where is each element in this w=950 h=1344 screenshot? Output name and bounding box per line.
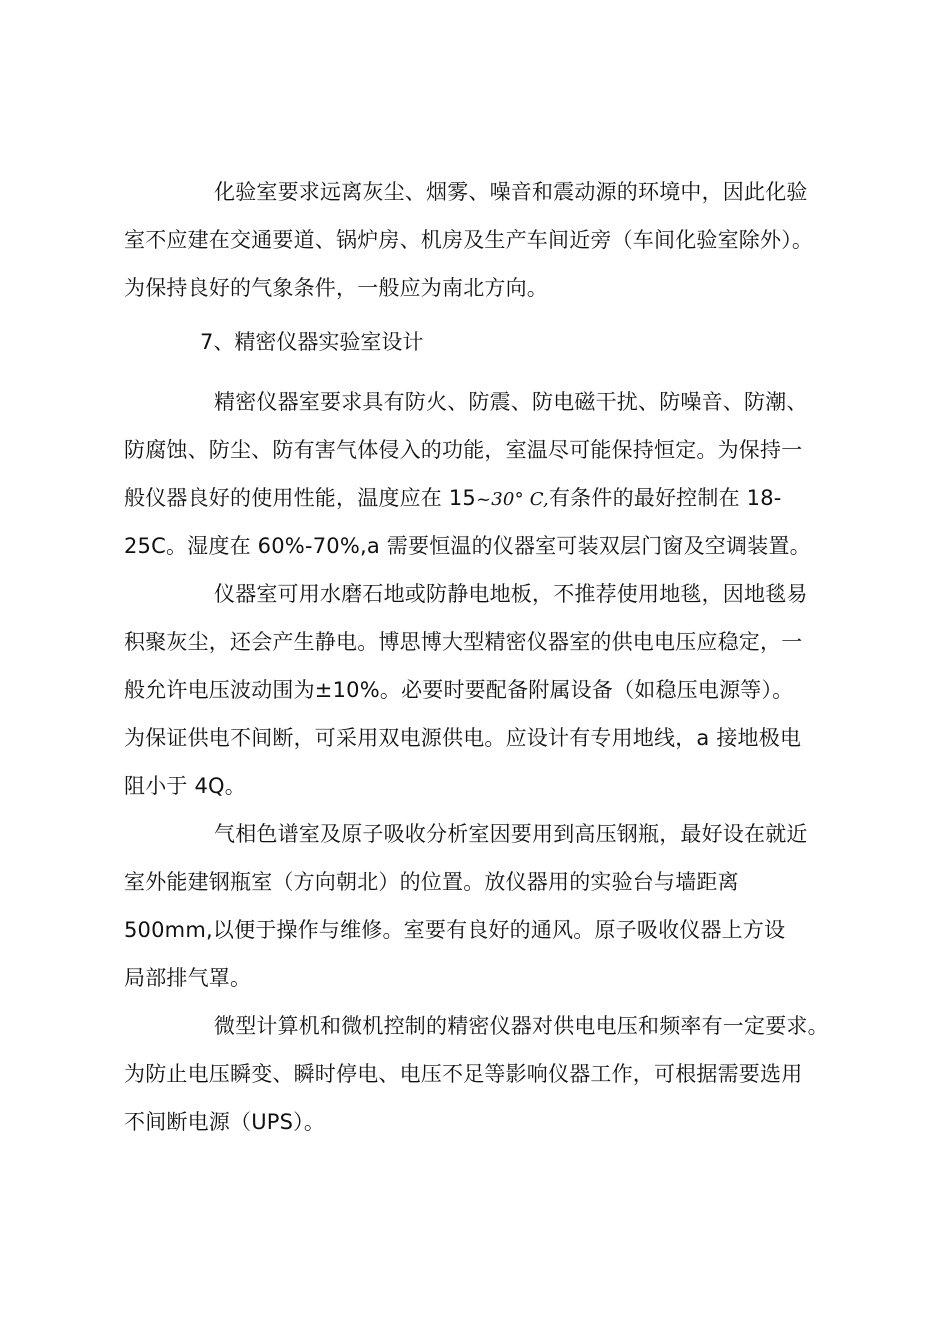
text-line: 气相色谱室及原子吸收分析室因要用到高压钢瓶，最好设在就近: [214, 822, 808, 846]
text-line: 局部排气罩。: [124, 966, 252, 990]
text-line: 积聚灰尘，还会产生静电。博思博大型精密仪器室的供电电压应稳定，一: [124, 630, 803, 654]
text-line: [124, 474, 854, 522]
text-segment: 般仪器良好的使用性能，温度应在 15: [124, 486, 476, 510]
text-line: 25C。湿度在 60%-70%,a 需要恒温的仪器室可装双层门窗及空调装置。: [124, 534, 811, 558]
temperature-range: ~30° C,: [476, 489, 549, 510]
paragraph-ups-power: [124, 1002, 854, 1146]
paragraph-site-location: [124, 168, 854, 312]
text-line: 微型计算机和微机控制的精密仪器对供电电压和频率有一定要求。: [214, 1014, 829, 1038]
text-line: 精密仪器室要求具有防火、防震、防电磁干扰、防噪音、防潮、: [214, 390, 808, 414]
text-line: 为保证供电不间断，可采用双电源供电。应设计有专用地线，a 接地极电: [124, 726, 802, 750]
text-line: 不间断电源（UPS）。: [124, 1110, 326, 1134]
text-line: 为防止电压瞬变、瞬时停电、电压不足等影响仪器工作，可根据需要选用: [124, 1062, 803, 1086]
text-line: 室外能建钢瓶室（方向朝北）的位置。放仪器用的实验台与墙距离: [124, 870, 739, 894]
text-line: 为保持良好的气象条件，一般应为南北方向。: [124, 276, 548, 300]
text-line: 500mm,以便于操作与维修。室要有良好的通风。原子吸收仪器上方设: [124, 918, 786, 942]
paragraph-precision-room-requirements: [124, 378, 854, 570]
text-line: 般允许电压波动围为±10%。必要时要配备附属设备（如稳压电源等）。: [124, 678, 794, 702]
text-line: 仪器室可用水磨石地或防静电地板，不推荐使用地毯，因地毯易: [214, 582, 808, 606]
paragraph-flooring-and-power: [124, 570, 854, 810]
text-line: 防腐蚀、防尘、防有害气体侵入的功能，室温尽可能保持恒定。为保持一: [124, 438, 803, 462]
text-line: 化验室要求远离灰尘、烟雾、噪音和震动源的环境中，因此化验: [214, 180, 808, 204]
text-line: 室不应建在交通要道、锅炉房、机房及生产车间近旁（车间化验室除外）。: [124, 228, 814, 252]
text-segment: 有条件的最好控制在 18-: [548, 486, 782, 510]
section-heading: 7、精密仪器实验室设计: [200, 330, 424, 354]
text-line: 阻小于 4Q。: [124, 774, 246, 798]
paragraph-gas-chromatography-room: [124, 810, 854, 1002]
